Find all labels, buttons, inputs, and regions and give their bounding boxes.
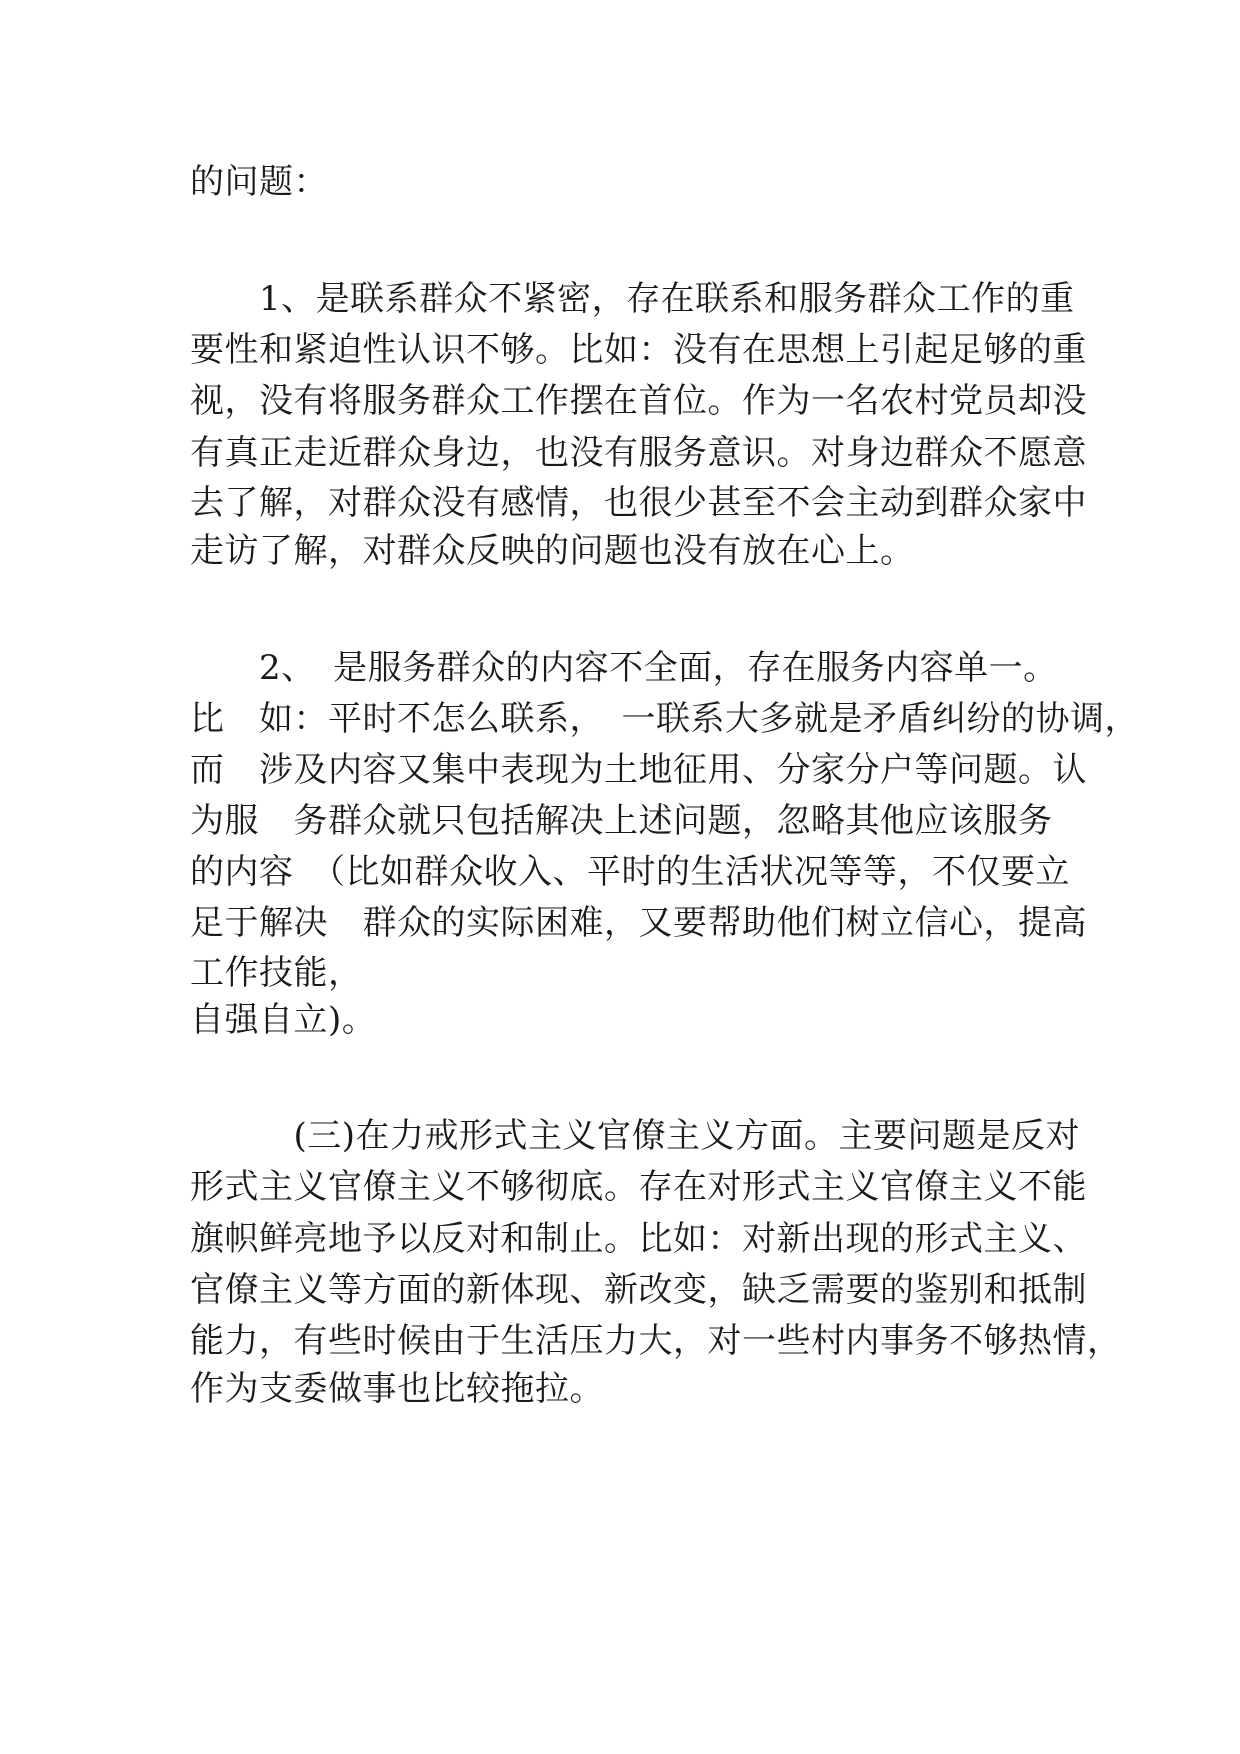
text-line: 能力，有些时候由于生活压力大，对一些村内事务不够热情， [190,1321,1122,1361]
text-line: 走访了解，对群众反映的问题也没有放在心上。 [190,531,915,571]
text-line: 1、是联系群众不紧密，存在联系和服务群众工作的重 [190,279,1075,319]
text-line: 视，没有将服务群众工作摆在首位。作为一名农村党员却没 [190,381,1087,421]
text-line: 比 如：平时不怎么联系， 一联系大多就是矛盾纠纷的协调， [190,699,1139,739]
text-line: 形式主义官僚主义不够彻底。存在对形式主义官僚主义不能 [190,1167,1087,1207]
text-line: 足于解决 群众的实际困难，又要帮助他们树立信心，提高 [190,903,1087,943]
text-line: 而 涉及内容又集中表现为土地征用、分家分户等问题。认 [190,750,1087,790]
text-line: 作为支委做事也比较拖拉。 [190,1369,604,1409]
text-line: 官僚主义等方面的新体现、新改变，缺乏需要的鉴别和抵制 [190,1270,1087,1310]
text-line: 的问题： [190,162,328,202]
text-line: 2、 是服务群众的内容不全面，存在服务内容单一。 [190,648,1058,688]
text-line: 自强自立)。 [190,1000,377,1040]
text-line: 为服 务群众就只包括解决上述问题，忽略其他应该服务 [190,801,1053,841]
text-line: 的内容 （比如群众收入、平时的生活状况等等，不仅要立 [190,852,1070,892]
text-line: 旗帜鲜亮地予以反对和制止。比如：对新出现的形式主义、 [190,1219,1087,1259]
text-line: (三)在力戒形式主义官僚主义方面。主要问题是反对 [190,1116,1081,1156]
text-line: 有真正走近群众身边，也没有服务意识。对身边群众不愿意 [190,433,1087,473]
text-line: 工作技能， [190,953,363,993]
text-line: 要性和紧迫性认识不够。比如：没有在思想上引起足够的重 [190,330,1087,370]
text-line: 去了解，对群众没有感情，也很少甚至不会主动到群众家中 [190,483,1087,523]
